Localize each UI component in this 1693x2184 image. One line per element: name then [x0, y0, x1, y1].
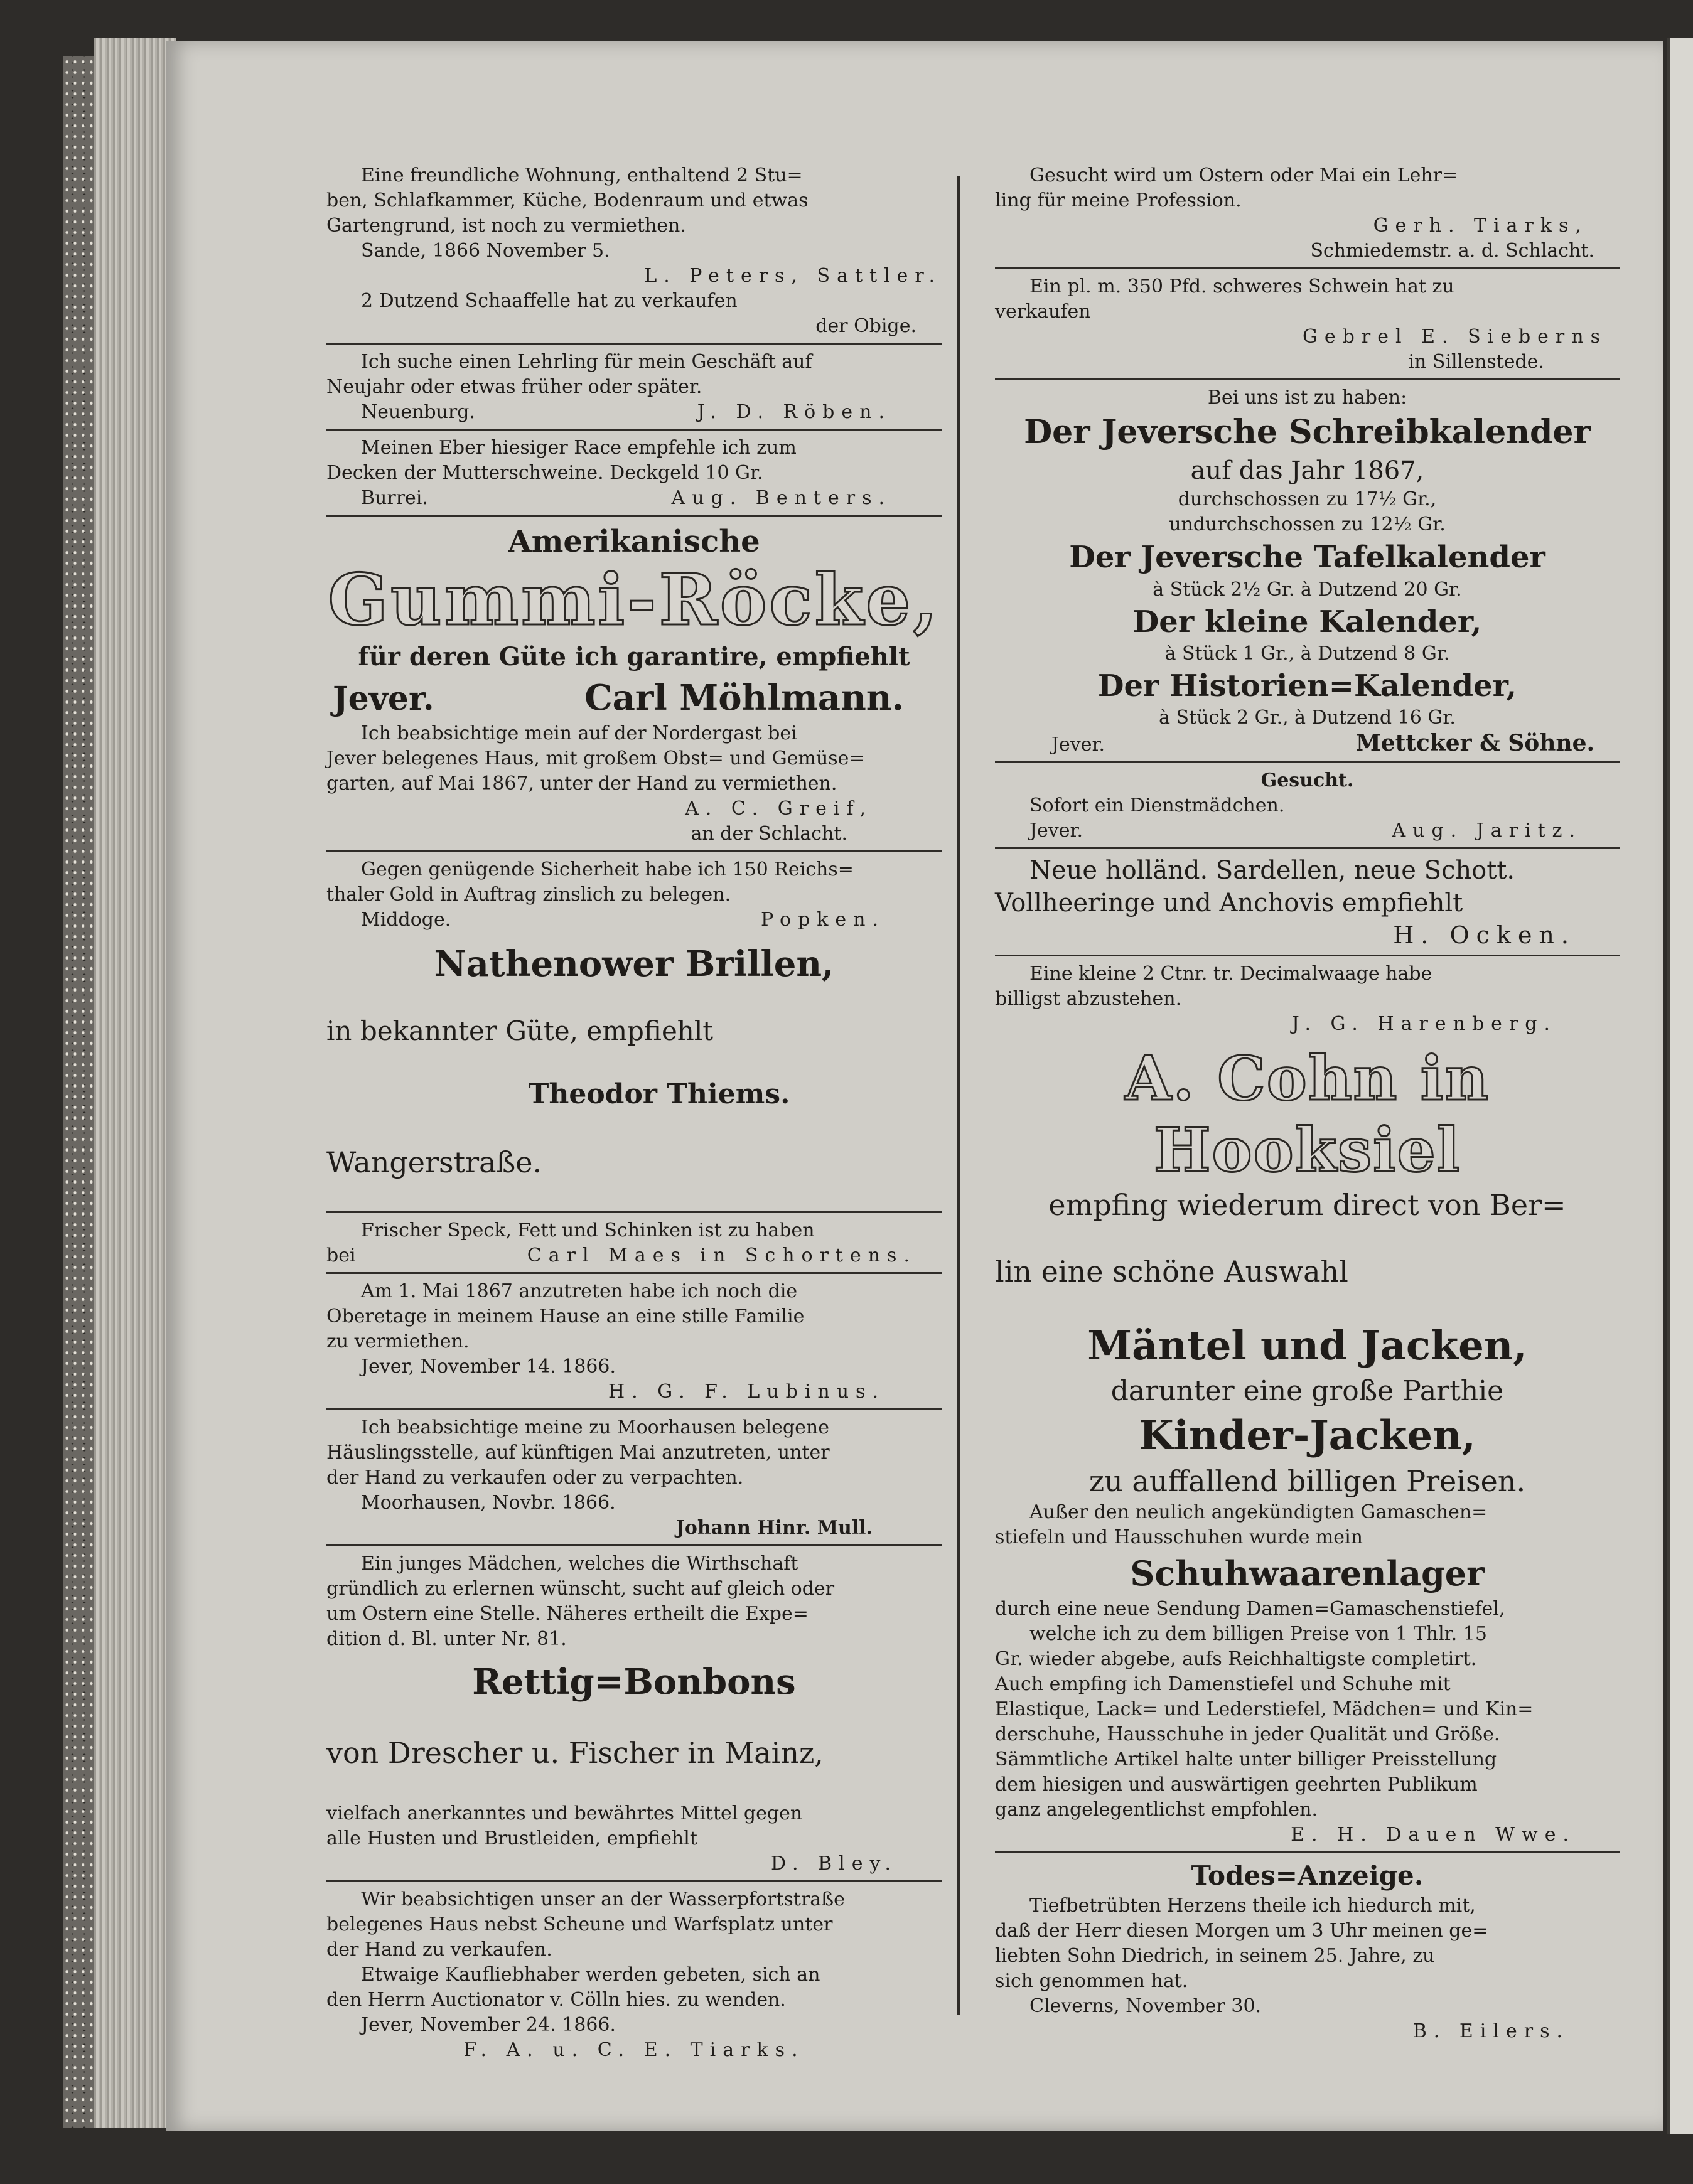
- ad-heading: Gesucht.: [1260, 769, 1354, 791]
- ad-signer: F. A. u. C. E. Tiarks.: [463, 2039, 805, 2061]
- ad-footer: [995, 731, 1620, 757]
- ad-line: durch eine neue Sendung Damen=Gamaschenstiefel,: [995, 1598, 1505, 1620]
- ad-line: Auch empfing ich Damenstiefel und Schuhe mit: [995, 1673, 1451, 1695]
- ad-line: Ein junges Mädchen, welches die Wirthschaft: [361, 1553, 798, 1575]
- ad-line: Wir beabsichtigen unser an der Wasserpfortstraße: [361, 1888, 845, 1910]
- ad-haus-wasserpfortstrasse: [326, 1887, 942, 2063]
- ad-line: Oberetage in meinem Hause an eine stille Familie: [326, 1305, 805, 1327]
- left-column: [326, 163, 942, 2063]
- calendar-price: undurchschossen zu 12½ Gr.: [1169, 513, 1446, 535]
- ad-line: Außer den neulich angekündigten Gamaschen=: [1029, 1501, 1488, 1523]
- ad-line: den Herrn Auctionator v. Cölln hies. zu wenden.: [326, 1989, 786, 2011]
- ad-signer: Popken.: [760, 909, 885, 931]
- ad-subline: darunter eine große Parthie: [1110, 1375, 1504, 1407]
- ad-headline: Kinder-Jacken,: [1139, 1412, 1476, 1459]
- ad-signer: Carl Möhlmann.: [584, 677, 904, 719]
- ad-footer: [326, 400, 942, 425]
- ad-subline: von Drescher u. Fischer in Mainz,: [326, 1736, 824, 1770]
- ad-heading: Amerikanische: [508, 524, 760, 559]
- ad-tagline: für deren Güte ich garantire, empfiehlt: [358, 642, 910, 672]
- calendar-year: auf das Jahr 1867,: [1190, 456, 1424, 485]
- ad-signer: H. G. F. Lubinus.: [608, 1381, 885, 1403]
- separator-rule: [326, 1544, 942, 1546]
- page-stack-edges: [94, 38, 176, 2128]
- ad-footer: [326, 1243, 942, 1268]
- ad-line: thaler Gold in Auftrag zinslich zu belegen.: [326, 884, 731, 906]
- ad-signer: J. D. Röben.: [697, 401, 891, 423]
- calendar-price: à Stück 2½ Gr. à Dutzend 20 Gr.: [1153, 579, 1462, 601]
- separator-rule: [326, 850, 942, 852]
- ad-line: derschuhe, Hausschuhe in jeder Qualität und Größe.: [995, 1723, 1500, 1745]
- ad-headline: Rettig=Bonbons: [472, 1661, 796, 1703]
- ad-signer-location: Schmiedemstr. a. d. Schlacht.: [1310, 240, 1594, 262]
- ad-subline: lin eine schöne Auswahl: [995, 1255, 1348, 1288]
- ad-todes-anzeige: [995, 1858, 1620, 2044]
- ad-footer: [326, 486, 942, 511]
- ad-line: stiefeln und Hausschuhen wurde mein: [995, 1526, 1363, 1548]
- ad-gummi-roecke: [326, 522, 942, 721]
- separator-rule: [326, 343, 942, 345]
- ad-line: 2 Dutzend Schaaffelle hat zu verkaufen: [361, 290, 738, 312]
- ad-line: garten, auf Mai 1867, unter der Hand zu vermiethen.: [326, 773, 837, 795]
- calendar-price: durchschossen zu 17½ Gr.,: [1178, 488, 1437, 510]
- ad-headline-outline: Gummi-Röcke,: [328, 559, 940, 641]
- ad-headline: Schuhwaarenlager: [1130, 1553, 1485, 1593]
- next-page-edge: [1667, 38, 1693, 2134]
- ad-line: billigst abzustehen.: [995, 988, 1182, 1010]
- ad-line: Häuslingsstelle, auf künftigen Mai anzutreten, unter: [326, 1442, 830, 1464]
- ad-signer: E. H. Dauen Wwe.: [1291, 1824, 1576, 1846]
- ad-line: alle Husten und Brustleiden, empfiehlt: [326, 1828, 697, 1849]
- right-column: [995, 163, 1620, 2044]
- ad-lehrling-neuenburg: [326, 350, 942, 425]
- ad-line: Ich beabsichtige mein auf der Nordergast bei: [361, 722, 797, 744]
- ad-line: Etwaige Kaufliebhaber werden gebeten, sich an: [361, 1964, 820, 1986]
- ad-subline: zu auffallend billigen Preisen.: [1088, 1464, 1526, 1498]
- ad-place: Middoge.: [361, 909, 451, 931]
- ad-line: belegenes Haus nebst Scheune und Warfsplatz unter: [326, 1914, 833, 1935]
- ad-speck-schortens: [326, 1218, 942, 1268]
- ad-line: Frischer Speck, Fett und Schinken ist zu haben: [361, 1219, 815, 1241]
- ad-line: der Hand zu verkaufen.: [326, 1939, 552, 1961]
- separator-rule: [995, 1851, 1620, 1853]
- ad-line: daß der Herr diesen Morgen um 3 Uhr meinen ge=: [995, 1920, 1488, 1942]
- ad-signer: Aug. Jaritz.: [1392, 820, 1582, 842]
- ad-street: Wangerstraße.: [326, 1145, 542, 1179]
- ad-line: Gr. wieder abgebe, aufs Reichhaltigste completirt.: [995, 1648, 1477, 1670]
- ad-signer: Gerh. Tiarks,: [1373, 215, 1588, 237]
- ad-line: dition d. Bl. unter Nr. 81.: [326, 1628, 567, 1650]
- ad-kalender: [995, 385, 1620, 757]
- ad-line: Neue holländ. Sardellen, neue Schott.: [1029, 856, 1515, 885]
- ad-signer: Carl Maes in Schortens.: [527, 1245, 916, 1266]
- separator-rule: [995, 761, 1620, 763]
- ad-line: dem hiesigen und auswärtigen geehrten Publikum: [995, 1774, 1478, 1796]
- ad-line: Vollheeringe und Anchovis empfiehlt: [995, 889, 1463, 918]
- ad-name: Theodor Thiems.: [528, 1078, 790, 1110]
- separator-rule: [326, 1408, 942, 1410]
- ad-signer: D. Bley.: [771, 1853, 898, 1875]
- ad-signer: J. G. Harenberg.: [1291, 1013, 1557, 1035]
- ad-line: welche ich zu dem billigen Preise von 1 Thlr. 15: [1029, 1623, 1487, 1645]
- ad-line: ling für meine Profession.: [995, 190, 1242, 211]
- ad-heading: Todes=Anzeige.: [1191, 1860, 1424, 1891]
- ad-line: Decken der Mutterschweine. Deckgeld 10 Gr.: [326, 462, 763, 484]
- ad-rettig-bonbons: [326, 1659, 942, 1876]
- ad-line: um Ostern eine Stelle. Näheres ertheilt die Expe=: [326, 1603, 809, 1625]
- ad-place: Neuenburg.: [361, 401, 476, 423]
- ad-signer: Aug. Benters.: [671, 487, 891, 509]
- ad-line: zu vermiethen.: [326, 1330, 470, 1352]
- ad-line: Tiefbetrübten Herzens theile ich hiedurch mit,: [1029, 1895, 1476, 1917]
- ad-signer: der Obige.: [815, 315, 916, 337]
- ad-place: Jever.: [1051, 734, 1105, 756]
- separator-rule: [326, 1880, 942, 1882]
- ad-place-date: Jever, November 14. 1866.: [361, 1356, 616, 1378]
- ad-signer-location: an der Schlacht.: [691, 823, 847, 845]
- ad-line: ganz angelegentlichst empfohlen.: [995, 1799, 1318, 1821]
- ad-line: Ich suche einen Lehrling für mein Geschäft auf: [361, 351, 812, 373]
- calendar-title: Der Jeversche Tafelkalender: [1069, 540, 1545, 575]
- ad-headline: Nathenower Brillen,: [434, 943, 834, 985]
- calendar-title: Der Historien=Kalender,: [1097, 668, 1517, 704]
- separator-rule: [326, 515, 942, 517]
- ad-line: sich genommen hat.: [995, 1970, 1188, 1992]
- ad-line: Eine freundliche Wohnung, enthaltend 2 Stu=: [361, 164, 803, 186]
- ad-subline: in bekannter Güte, empfiehlt: [326, 1015, 714, 1046]
- ad-line: Neujahr oder etwas früher oder später.: [326, 376, 702, 398]
- ad-line: Elastique, Lack= und Lederstiefel, Mädchen= und Kin=: [995, 1698, 1534, 1720]
- ad-line: Jever belegenes Haus, mit großem Obst= und Gemüse=: [326, 747, 865, 769]
- ad-headline: Mäntel und Jacken,: [1087, 1322, 1527, 1369]
- calendar-price: à Stück 1 Gr., à Dutzend 8 Gr.: [1164, 643, 1450, 665]
- ad-decimalwaage: [995, 961, 1620, 1037]
- calendar-price: à Stück 2 Gr., à Dutzend 16 Gr.: [1159, 707, 1456, 729]
- separator-rule: [326, 1272, 942, 1274]
- ad-place-date: Cleverns, November 30.: [1029, 1995, 1262, 2017]
- ad-schwein: [995, 274, 1620, 375]
- ad-line: verkaufen: [995, 301, 1091, 323]
- ad-signer: B. Eilers.: [1412, 2020, 1569, 2042]
- ad-line: Am 1. Mai 1867 anzutreten habe ich noch die: [361, 1280, 798, 1302]
- ad-haus-nordergast: [326, 721, 942, 847]
- calendar-title: Der kleine Kalender,: [1132, 604, 1482, 640]
- ad-eber-burrei: [326, 436, 942, 511]
- ad-line: Ein pl. m. 350 Pfd. schweres Schwein hat zu: [1029, 276, 1454, 297]
- ad-cohn-hooksiel: [995, 1043, 1620, 1848]
- separator-rule: [326, 429, 942, 431]
- ad-line: Sofort ein Dienstmädchen.: [1029, 795, 1285, 816]
- ad-signer: Mettcker & Söhne.: [1355, 730, 1594, 756]
- separator-rule: [326, 1211, 942, 1213]
- ad-footer: [326, 675, 942, 721]
- ad-sardellen: [995, 854, 1620, 951]
- column-divider: [957, 176, 960, 2015]
- ad-line: Ich beabsichtige meine zu Moorhausen belegene: [361, 1416, 829, 1438]
- ad-place: Jever.: [333, 680, 434, 718]
- ad-line: Gartengrund, ist noch zu vermiethen.: [326, 215, 686, 237]
- ad-signer-location: in Sillenstede.: [1408, 351, 1544, 373]
- ad-place-date: Sande, 1866 November 5.: [361, 240, 610, 262]
- ad-intro: Bei uns ist zu haben:: [1207, 387, 1407, 409]
- ad-schaaffelle: [326, 289, 942, 339]
- ad-maedchen: [326, 1551, 942, 1652]
- ad-signer: Johann Hinr. Mull.: [675, 1517, 873, 1539]
- ad-headline-outline: A. Cohn in Hooksiel: [1124, 1043, 1490, 1186]
- ad-line: Gesucht wird um Ostern oder Mai ein Lehr=: [1029, 164, 1458, 186]
- ad-signer: Gebrel E. Sieberns: [1302, 326, 1607, 348]
- ad-place-date: Moorhausen, Novbr. 1866.: [361, 1492, 616, 1514]
- ad-wohnung-sande: [326, 163, 942, 289]
- ad-signer: H. Ocken.: [1393, 921, 1576, 949]
- ad-dienstmaedchen: [995, 768, 1620, 843]
- separator-rule: [995, 267, 1620, 269]
- ad-line: vielfach anerkanntes und bewährtes Mittel gegen: [326, 1802, 803, 1824]
- ad-line: Meinen Eber hiesiger Race empfehle ich zum: [361, 437, 797, 459]
- ad-place-date: Jever, November 24. 1866.: [361, 2014, 616, 2036]
- separator-rule: [995, 955, 1620, 956]
- ad-brillen: [326, 941, 942, 1182]
- ad-moorhausen: [326, 1415, 942, 1541]
- separator-rule: [995, 847, 1620, 849]
- ad-prefix: bei: [326, 1245, 356, 1266]
- ad-oberetage-jever: [326, 1279, 942, 1405]
- ad-line: ben, Schlafkammer, Küche, Bodenraum und etwas: [326, 190, 809, 211]
- ad-line: Eine kleine 2 Ctnr. tr. Decimalwaage habe: [1029, 963, 1432, 985]
- ad-lehrling-schmied: [995, 163, 1620, 264]
- ad-reichsthaler-middoge: [326, 857, 942, 933]
- ad-footer: [995, 818, 1620, 843]
- ad-line: der Hand zu verkaufen oder zu verpachten.: [326, 1467, 744, 1489]
- ad-footer: [326, 907, 942, 933]
- ad-line: liebten Sohn Diedrich, in seinem 25. Jahre, zu: [995, 1945, 1435, 1967]
- ad-place: Burrei.: [361, 487, 428, 509]
- ad-line: Gegen genügende Sicherheit habe ich 150 Reichs=: [361, 859, 854, 881]
- ad-subline: empfing wiederum direct von Ber=: [1048, 1188, 1566, 1222]
- calendar-title: Der Jeversche Schreibkalender: [1024, 413, 1591, 451]
- separator-rule: [995, 378, 1620, 380]
- ad-signer: L. Peters, Sattler.: [644, 265, 942, 287]
- ad-signer: A. C. Greif,: [685, 798, 873, 820]
- ad-line: gründlich zu erlernen wünscht, sucht auf gleich oder: [326, 1578, 835, 1600]
- ad-place: Jever.: [1029, 820, 1083, 842]
- ad-line: Sämmtliche Artikel halte unter billiger Preisstellung: [995, 1748, 1497, 1770]
